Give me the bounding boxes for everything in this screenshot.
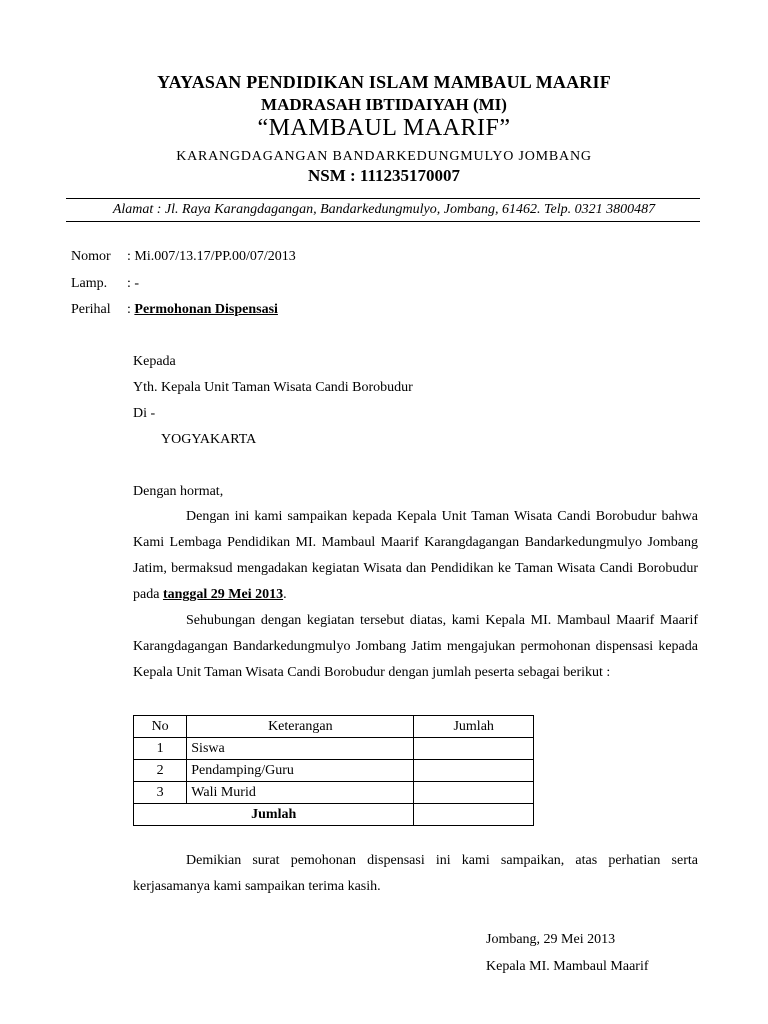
nomor-value: : Mi.007/13.17/PP.00/07/2013 [127,249,296,264]
row-keterangan: Wali Murid [187,782,414,804]
participants-table [133,715,534,826]
table-row [134,738,534,760]
recipient-city: YOGYAKARTA [161,432,257,447]
paragraph-2-text: Sehubungan dengan kegiatan tersebut diatas, kami Kepala MI. Mambaul Maarif Maarif Karangdagangan Bandarkedungmulyo Jombang Jatim mengajukan permohonan dispensasi kepada Kepala Unit Taman Wisata Candi Borobudur dengan jumlah peserta sebagai berikut : [133,613,698,680]
header-rule-bottom [66,221,700,222]
row-keterangan: Siswa [187,738,414,760]
school-name: “MAMBAUL MAARIF” [257,115,511,141]
table-row [134,782,534,804]
perihal-colon: : [127,302,131,317]
total-value [414,804,534,826]
paragraph-1-text: Dengan ini kami sampaikan kepada Kepala Unit Taman Wisata Candi Borobudur bahwa Kami Lembaga Pendidikan MI. Mambaul Maarif Karangdagangan Bandarkedungmulyo Jombang Jatim, bermaksud mengadakan kegiatan Wisata dan Pendidikan ke Taman Wisata Candi Borobudur pada [133,509,698,602]
header-no: No [134,716,187,738]
school-location: KARANGDAGANGAN BANDARKEDUNGMULYO JOMBANG [176,149,592,164]
closing-paragraph [133,848,698,900]
perihal-value: Permohonan Dispensasi [134,302,278,317]
school-type: MADRASAH IBTIDAIYAH (MI) [261,95,507,114]
row-jumlah [414,760,534,782]
paragraph-1-end: . [283,587,287,602]
signature-place-date: Jombang, 29 Mei 2013 [486,932,616,947]
table-total-row [134,804,534,826]
recipient-kepada: Kepada [133,354,176,369]
perihal-row [127,301,278,319]
recipient-di: Di - [133,406,156,421]
table-row [134,760,534,782]
row-jumlah [414,782,534,804]
lamp-value: : - [127,276,140,291]
paragraph-1-content [133,504,698,608]
row-jumlah [414,738,534,760]
recipient-yth: Yth. Kepala Unit Taman Wisata Candi Borobudur [133,380,413,395]
row-no: 2 [134,760,187,782]
paragraph-1 [133,504,698,608]
header-jumlah: Jumlah [414,716,534,738]
paragraph-2 [133,608,698,686]
greeting: Dengan hormat, [133,484,224,499]
signature-title: Kepala MI. Mambaul Maarif [486,959,649,974]
row-keterangan: Pendamping/Guru [187,760,414,782]
header-rule-top [66,198,700,199]
school-address: Alamat : Jl. Raya Karangdagangan, Bandarkedungmulyo, Jombang, 61462. Telp. 0321 3800487 [112,202,656,217]
total-label: Jumlah [134,804,414,826]
closing-text: Demikian surat pemohonan dispensasi ini kami sampaikan, atas perhatian serta kerjasamanya kami sampaikan terima kasih. [133,853,698,894]
table-header-row [134,716,534,738]
row-no: 1 [134,738,187,760]
nsm-number: NSM : 111235170007 [307,166,461,185]
row-no: 3 [134,782,187,804]
lamp-label: Lamp. [71,276,108,291]
event-date: tanggal 29 Mei 2013 [162,587,284,602]
nomor-label: Nomor [71,249,111,264]
perihal-label: Perihal [71,302,111,317]
foundation-name: YAYASAN PENDIDIKAN ISLAM MAMBAUL MAARIF [157,72,611,92]
header-keterangan: Keterangan [187,716,414,738]
